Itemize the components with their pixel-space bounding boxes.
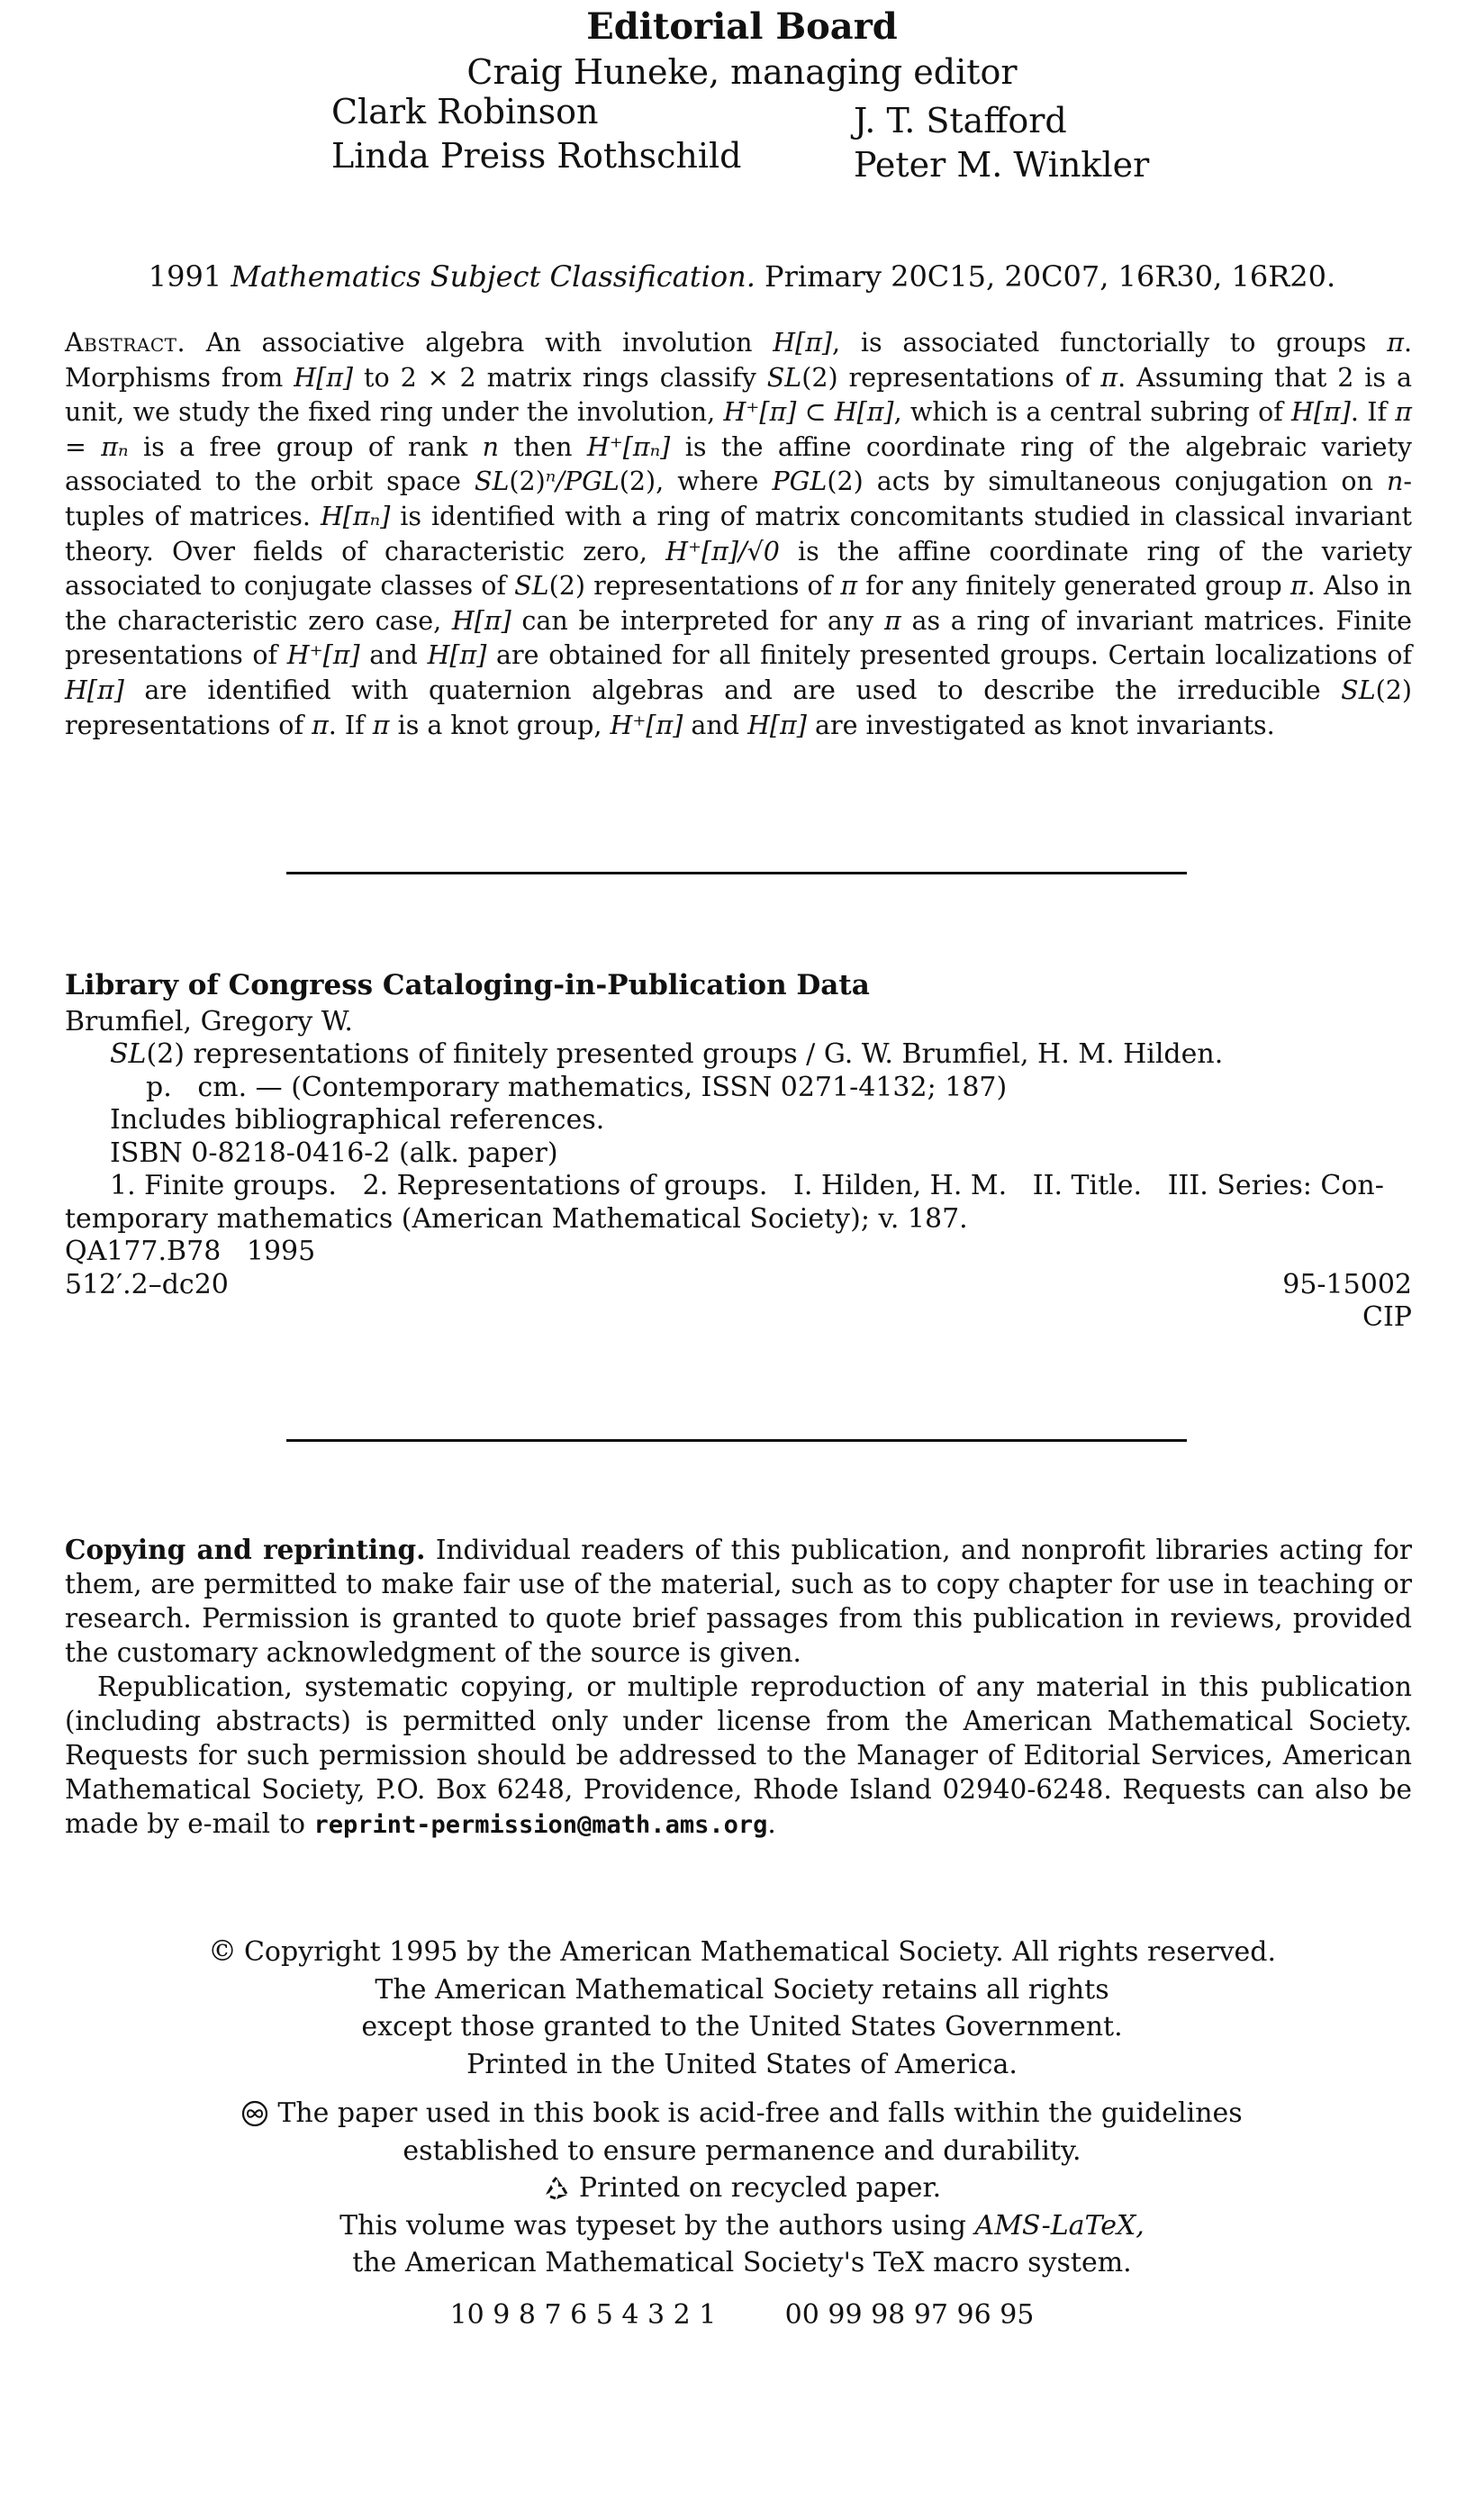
abstract-text: is a knot group,: [389, 710, 611, 740]
cip-dewey: 512′.2–dc20: [65, 1268, 229, 1300]
amslatex-logo: AMS-LaTeX,: [974, 2209, 1145, 2242]
copyright-notice: [0, 1933, 1484, 2083]
divider: [286, 1439, 1187, 1442]
cip-block: [65, 969, 1412, 1335]
cip-subjects: 1. Finite groups. 2. Representations of groups. I. Hilden, H. M. II. Title. III. Series: Con-: [110, 1170, 1384, 1201]
tex-logo: TeX: [873, 2247, 925, 2278]
math: PGL: [772, 466, 828, 497]
copyright-text: Copyright 1995 by the American Mathematical Society. All rights reserved.: [243, 1936, 1277, 1968]
recycled-text: Printed on recycled paper.: [578, 2172, 942, 2204]
math: π: [840, 571, 858, 602]
abstract-text: An associative algebra with involution: [205, 328, 774, 358]
paper-line: established to ensure permanence and durability.: [403, 2134, 1081, 2167]
math: π: [1100, 362, 1118, 393]
abstract-text: , is associated functorially to groups: [832, 328, 1388, 358]
cip-isbn: ISBN 0-8218-0416-2 (alk. paper): [110, 1137, 558, 1169]
copyright-line: The American Mathematical Society retains all rights: [375, 1973, 1109, 2006]
math: H⁺[π]: [610, 710, 683, 740]
math: SL: [474, 466, 510, 497]
board-member: Clark Robinson: [331, 92, 599, 131]
math: H⁺[π] ⊂ H[π]: [723, 397, 894, 428]
divider: [286, 872, 1187, 874]
abstract-text: are investigated as knot invariants.: [806, 710, 1275, 740]
abstract-text: and: [359, 640, 428, 671]
math: SL: [766, 362, 802, 393]
math: π: [1289, 571, 1308, 602]
math: π: [1387, 328, 1404, 358]
cip-title: [65, 1038, 1412, 1072]
abstract-text: (2) representations of: [65, 675, 1412, 740]
math: π: [312, 710, 329, 740]
abstract-text: is a free group of rank: [128, 431, 483, 462]
math: H⁺[π]/√0: [665, 536, 780, 566]
abstract-text: can be interpreted for any: [511, 605, 884, 636]
paper-notice: [0, 2095, 1484, 2282]
copying-notice: [65, 1533, 1412, 1843]
math: H⁺[πₙ]: [586, 431, 671, 462]
math: H[π]: [747, 710, 807, 740]
board-member: Linda Preiss Rothschild: [331, 136, 742, 177]
math: SL: [514, 571, 549, 602]
math: n: [482, 431, 500, 462]
math: H[π]: [451, 605, 511, 636]
board-members-right: [854, 99, 1149, 188]
copying-heading: Copying and reprinting.: [65, 1534, 426, 1565]
math: H[π]: [1291, 397, 1351, 428]
copyright-icon: ©: [207, 1934, 237, 1968]
board-member: Peter M. Winkler: [854, 145, 1150, 186]
math: π: [884, 605, 901, 636]
macro-line: [0, 2244, 1484, 2282]
abstract-text: -tuples of matrices.: [65, 466, 1412, 531]
abstract-text: and: [683, 710, 748, 740]
math: H[π]: [773, 328, 833, 358]
math: H⁺[π]: [286, 640, 360, 671]
printing-line: 10 9 8 7 6 5 4 3 2 1 00 99 98 97 96 95: [449, 2299, 1035, 2331]
board-members-left: [331, 90, 742, 179]
abstract-text: for any finitely generated group: [857, 571, 1290, 602]
cip-title-text: (2) representations of finitely presented groups / G. W. Brumfiel, H. M. Hilden.: [146, 1038, 1224, 1070]
abstract-text: . Also in the characteristic zero case,: [65, 571, 1412, 636]
cip-lccn: 95-15002: [1282, 1268, 1412, 1300]
infinity-circle-icon: [241, 2100, 268, 2127]
managing-editor: Craig Huneke, managing editor: [466, 52, 1018, 92]
abstract-text: (2) representations of: [548, 571, 841, 602]
copyright-line: [0, 1933, 1484, 1971]
cip-author: Brumfiel, Gregory W.: [65, 1005, 353, 1037]
abstract-text: . If: [1350, 397, 1396, 428]
cip-dewey-row: [65, 1269, 1412, 1302]
abstract-text: (2) acts by simultaneous conjugation on: [827, 466, 1387, 497]
copyright-line: Printed in the United States of America.: [466, 2048, 1018, 2080]
paper-text: The paper used in this book is acid-free and falls within the guidelines: [277, 2097, 1243, 2129]
math: H[πₙ]: [320, 501, 391, 531]
abstract-heading: Abstract.: [65, 328, 186, 358]
typeset-text: This volume was typeset by the authors using: [339, 2209, 975, 2242]
math: π = πₙ: [65, 397, 1413, 462]
abstract-text: (2), where: [619, 466, 773, 497]
math: SL: [110, 1038, 147, 1070]
abstract-text: (2) representations of: [801, 362, 1101, 393]
math: H[π]: [65, 675, 124, 705]
editorial-board-title: Editorial Board: [586, 5, 898, 48]
abstract-text: as a ring of invariant matrices. Finite presentations of: [65, 605, 1413, 671]
classification-label: Mathematics Subject Classification.: [231, 259, 756, 294]
abstract-text: are obtained for all finitely presented groups. Certain localizations of: [486, 640, 1412, 671]
math: ⁿ/PGL: [545, 466, 620, 497]
abstract-text: (2): [509, 466, 546, 497]
abstract-text: . If: [328, 710, 373, 740]
copyright-line: except those granted to the United States Government.: [361, 2011, 1123, 2043]
math: H[π]: [427, 640, 487, 671]
classification-year: 1991: [148, 259, 222, 294]
abstract-text: . Assuming that 2 is a unit, we study the fixed ring under the involution,: [65, 362, 1412, 428]
abstract-text: are identified with quaternion algebras and are used to describe the irreducible: [123, 675, 1342, 705]
cip-call-number: QA177.B78 1995: [65, 1236, 316, 1267]
macro-text-end: macro system.: [924, 2247, 1132, 2278]
abstract-text: is identified with a ring of matrix concomitants studied in classical invariant theory. Over fields of characteristic zero,: [65, 501, 1412, 566]
recycled-line: [0, 2169, 1484, 2207]
copying-para-2: Republication, systematic copying, or multiple reproduction of any material in this publication (including abstracts) is permitted only under license from the American Mathematical Society. Requests for such permission should be addressed to the Manager of Editorial Services, American Mathematical Society, P.O. Box 6248, Providence, Rhode Island 02940-6248. Requests can also be made by e-mail to: [65, 1671, 1412, 1839]
math: SL: [1341, 675, 1376, 705]
abstract-text: is the affine coordinate ring of the algebraic variety associated to the orbit space: [65, 431, 1413, 497]
math: H[π]: [294, 362, 354, 393]
classification-codes: Primary 20C15, 20C07, 16R30, 16R20.: [765, 259, 1336, 294]
abstract-text: . Morphisms from: [65, 328, 1412, 393]
email-link[interactable]: reprint-permission@math.ams.org: [313, 1811, 768, 1839]
recycle-icon: [543, 2175, 570, 2202]
copying-para-2-end: .: [767, 1808, 776, 1839]
macro-text: the American Mathematical Society's: [352, 2247, 873, 2278]
math: π: [372, 710, 390, 740]
math: n: [1387, 466, 1404, 497]
cip-label: CIP: [1362, 1301, 1412, 1333]
typeset-line: [0, 2207, 1484, 2245]
abstract-text: , which is a central subring of: [893, 397, 1292, 428]
paper-line: [0, 2095, 1484, 2133]
copying-para-1: Individual readers of this publication, and nonprofit libraries acting for them, are permitted to make fair use of the material, such as to copy chapter for use in teaching or research. Permission is granted to quote brief passages from this publication in reviews, provided the customary acknowledgment of the source is given.: [65, 1535, 1412, 1668]
subject-classification: [0, 259, 1484, 294]
cip-physical: p. cm. — (Contemporary mathematics, ISSN 0271-4132; 187): [146, 1071, 1008, 1103]
abstract-text: to 2 × 2 matrix rings classify: [353, 362, 767, 393]
cip-heading: Library of Congress Cataloging-in-Publication Data: [65, 969, 870, 1001]
abstract-text: is the affine coordinate ring of the variety associated to conjugate classes of: [65, 536, 1412, 602]
abstract: [65, 326, 1412, 743]
cip-bibliography: Includes bibliographical references.: [110, 1104, 605, 1136]
abstract-text: then: [499, 431, 587, 462]
cip-subjects-cont: temporary mathematics (American Mathematical Society); v. 187.: [65, 1202, 968, 1235]
board-member: J. T. Stafford: [854, 101, 1067, 140]
